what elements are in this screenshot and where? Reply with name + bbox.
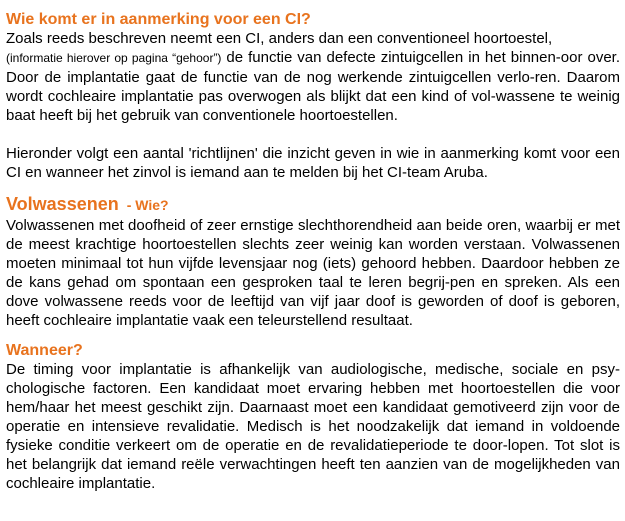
spacer bbox=[6, 125, 620, 144]
intro-note: (informatie hierover op pagina “gehoor”) bbox=[6, 51, 222, 65]
heading-who-qualifies: Wie komt er in aanmerking voor een CI? bbox=[6, 11, 311, 28]
timing-paragraph: De timing voor implantatie is afhankelijk van audiologische, medische, sociale en psy-chologische factoren. Een kandidaat moet ervaring hebben met hoortoestellen die voor hem/haar het meest geschikt zijn. Daarnaast moet een kandidaat gemotiveerd zijn voor de operatie en intensieve revalidatie. Medisch is het noodzakelijk dat iemand in voldoende fysieke conditie verkeert om de operatie en de revalidatieperiode te door-lopen. Tot slot is het belangrijk dat iemand reële verwachtingen heeft ten aanzien van de mogelijkheden van cochleaire implantatie. bbox=[6, 361, 620, 492]
spacer bbox=[6, 182, 620, 193]
heading-adults-sub: - Wie? bbox=[126, 197, 169, 213]
adults-paragraph: Volwassenen met doofheid of zeer ernstige slechthorendheid aan beide oren, waarbij er met de meest krachtige hoortoestellen slechts zeer weinig kan worden verstaan. Volwassenen moeten minimaal tot hun vijfde levensjaar nog (iets) gehoord hebben. Daardoor hebben ze de kans gehad om spontaan een gesproken taal te leren begrij-pen en spreken. Als een dove volwassene reeds voor de leeftijd van vijf jaar doof is geworden of doof is geboren, heeft cochleaire implantatie vaak een teleurstellend resultaat. bbox=[6, 217, 620, 329]
intro-text-start: Zoals reeds beschreven neemt een CI, anders dan een conventioneel hoortoestel, bbox=[6, 30, 553, 47]
document-page bbox=[6, 10, 620, 493]
guidelines-paragraph: Hieronder volgt een aantal 'richtlijnen' die inzicht geven in wie in aanmerking komt voor een CI en wanneer het zinvol is iemand aan te melden bij het CI-team Aruba. bbox=[6, 145, 620, 181]
heading-adults-title: Volwassenen bbox=[6, 194, 119, 214]
heading-when: Wanneer? bbox=[6, 342, 83, 359]
heading-adults bbox=[6, 193, 620, 216]
spacer bbox=[6, 330, 620, 341]
intro-text-rest: de functie van defecte zintuigcellen in het binnen-oor over. Door de implantatie gaat de functie van de nog werkende zintuigcellen verlo-ren. Daarom wordt cochleaire implantatie pas overwogen als blijkt dat een kind of vol-wassene te weinig baat heeft bij het gebruik van conventionele hoortoestellen. bbox=[6, 49, 621, 124]
intro-paragraph bbox=[6, 29, 620, 125]
